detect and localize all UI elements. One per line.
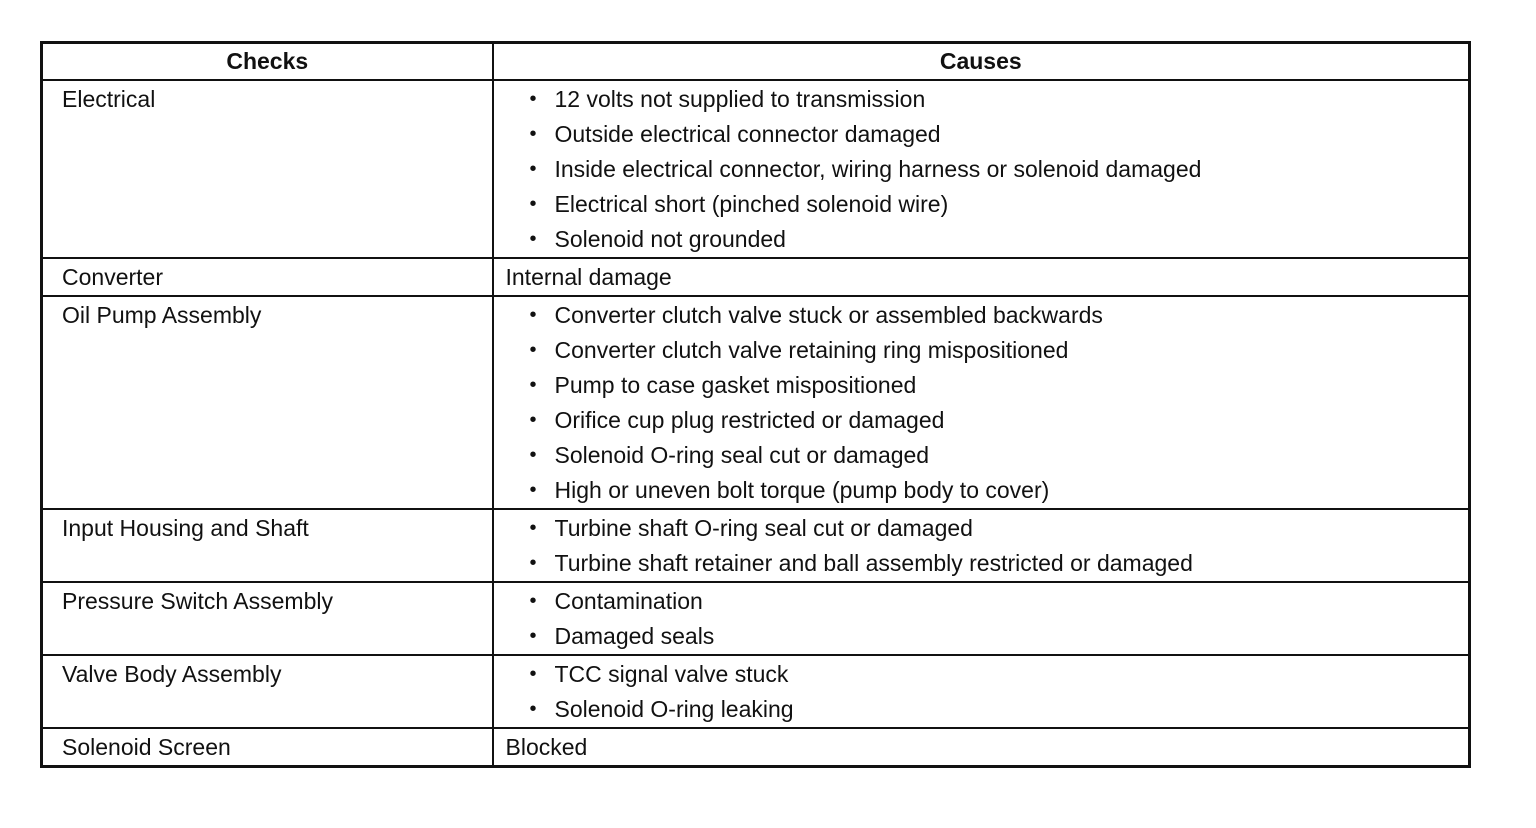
check-cell: Solenoid Screen [42,728,493,767]
cause-item: • Damaged seals [530,619,1469,654]
cause-text: Blocked [493,728,1470,767]
cause-item: • Solenoid O-ring leaking [530,692,1469,727]
cause-item: • TCC signal valve stuck [530,657,1469,692]
causes-cell [493,655,1470,728]
cause-item: • Turbine shaft retainer and ball assembly restricted or damaged [530,546,1469,581]
cause-item: • Orifice cup plug restricted or damaged [530,403,1469,438]
header-row [42,43,1470,81]
cause-item: • Contamination [530,584,1469,619]
cause-item: • Converter clutch valve retaining ring mispositioned [530,333,1469,368]
check-cell: Converter [42,258,493,296]
cause-list [506,298,1469,508]
cause-list [506,584,1469,654]
table-row [42,80,1470,258]
causes-cell [493,509,1470,582]
cause-item: • Outside electrical connector damaged [530,117,1469,152]
checks-header: Checks [42,43,493,81]
cause-text: Internal damage [493,258,1470,296]
cause-item: • Pump to case gasket mispositioned [530,368,1469,403]
check-cell: Pressure Switch Assembly [42,582,493,655]
causes-header: Causes [493,43,1470,81]
causes-cell [493,582,1470,655]
cause-list [506,511,1469,581]
cause-item: • Solenoid not grounded [530,222,1469,257]
cause-item: • Converter clutch valve stuck or assembled backwards [530,298,1469,333]
check-cell: Electrical [42,80,493,258]
diagnosis-table [40,41,1471,768]
cause-list [506,82,1469,257]
causes-cell [493,80,1470,258]
cause-item: • High or uneven bolt torque (pump body to cover) [530,473,1469,508]
cause-item: • Inside electrical connector, wiring harness or solenoid damaged [530,152,1469,187]
causes-cell [493,296,1470,509]
table-row [42,655,1470,728]
cause-item: • Solenoid O-ring seal cut or damaged [530,438,1469,473]
table-row [42,728,1470,767]
cause-list [506,657,1469,727]
check-cell: Oil Pump Assembly [42,296,493,509]
table-row [42,582,1470,655]
cause-item: • Electrical short (pinched solenoid wire) [530,187,1469,222]
table-row [42,258,1470,296]
table-row [42,296,1470,509]
cause-item: • Turbine shaft O-ring seal cut or damaged [530,511,1469,546]
table-row [42,509,1470,582]
check-cell: Valve Body Assembly [42,655,493,728]
check-cell: Input Housing and Shaft [42,509,493,582]
cause-item: • 12 volts not supplied to transmission [530,82,1469,117]
